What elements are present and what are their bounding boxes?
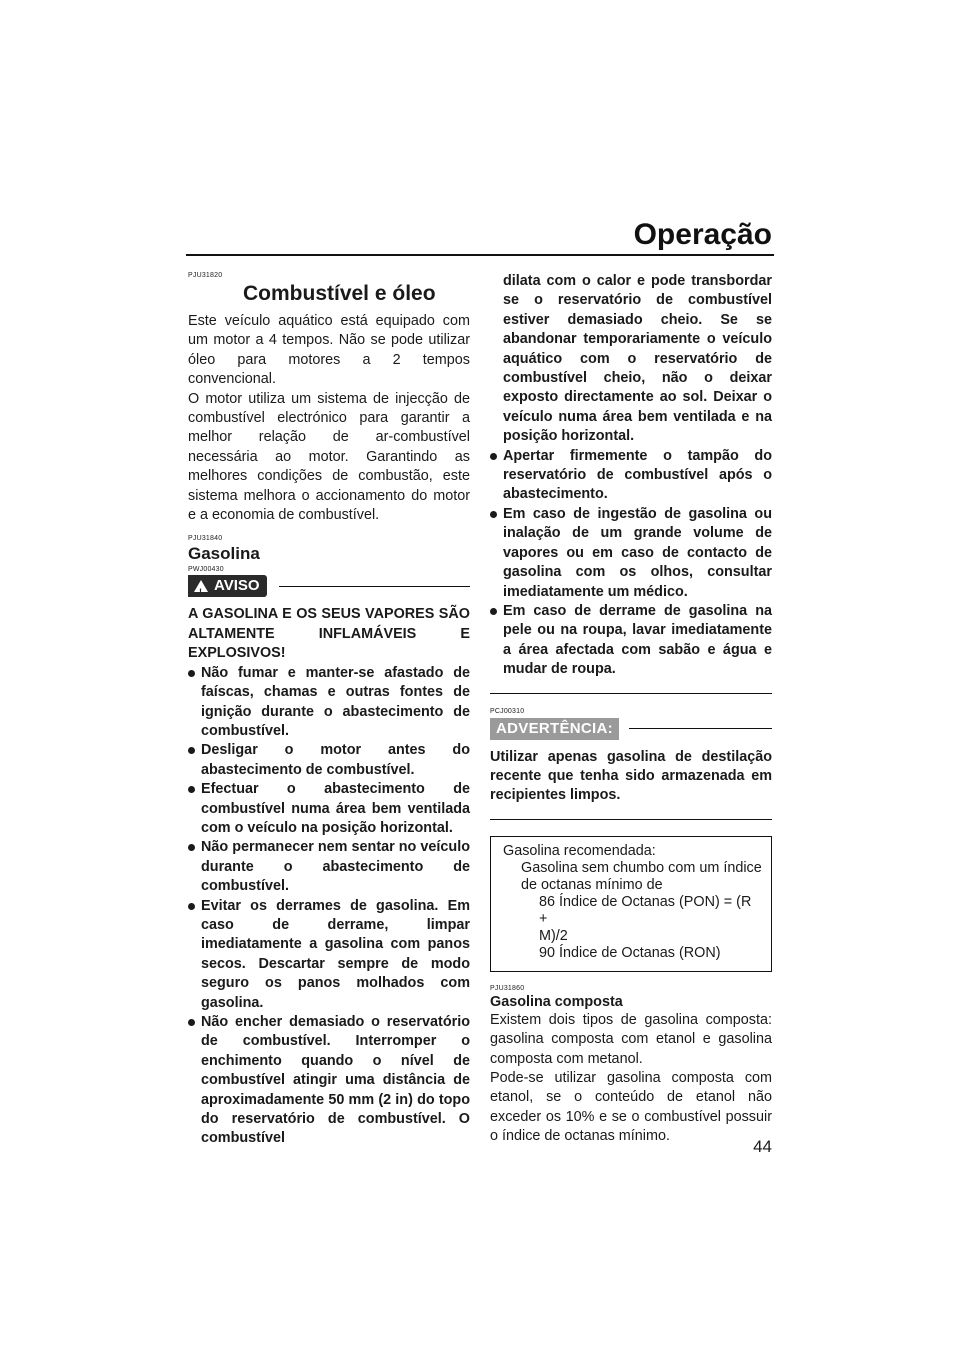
right-column [490,272,772,1147]
warning-continuation: dilata com o calor e pode transbordar se o reservatório de combustível estiver demasiado cheio. Se se abandonar temporariamente o veículo aquático com o reservatório de combustível cheio, não o deixar exposto directamente ao sol. Deixar o veículo numa área bem ventilada e na posição horizontal. [503,273,772,445]
section-code: PJU31840 [188,535,223,543]
section-code: PJU31860 [490,984,525,992]
fuel-box-line: de octanas mínimo de [521,876,663,893]
caution-code: PCJ00310 [490,707,525,715]
page-number: 44 [753,1137,772,1156]
heading-blended-gasoline: Gasolina composta [490,993,623,1010]
caution-header [490,718,772,740]
warning-lead: A GASOLINA E OS SEUS VAPORES SÃO ALTAMENTE INFLAMÁVEIS E EXPLOSIVOS! [188,606,470,662]
recommended-fuel-box [490,836,772,972]
list-item: Efectuar o abastecimento de combustível numa área bem ventilada com o veículo na posição horizontal. [188,780,470,838]
warning-code: PWJ00430 [188,566,224,574]
list-item: Não permanecer nem sentar no veículo durante o abastecimento de combustível. [188,838,470,896]
blended-paragraph-2: Pode-se utilizar gasolina composta com etanol, se o conteúdo de etanol não exceder os 10% e se o combustível possuir o índice de octanas mínimo. [490,1069,772,1145]
heading-gasoline: Gasolina [188,544,260,564]
caution-text: Utilizar apenas gasolina de destilação recente que tenha sido armazenada em recipientes limpos. [490,748,772,804]
warning-list [188,664,470,1149]
list-item: Não fumar e manter-se afastado de faíscas, chamas e outras fontes de ignição durante o abastecimento de combustível. [188,664,470,742]
list-item: Não encher demasiado o reservatório de combustível. Interromper o enchimento quando o nível de combustível atingir uma distância de aproximadamente 50 mm (2 in) do topo do reservatório de combustível. O combustível [188,1013,470,1149]
blended-paragraph-1: Existem dois tipos de gasolina composta: gasolina composta com etanol e gasolina composta com metanol. [490,1011,772,1067]
caution-end-rule [490,819,772,820]
list-item: Em caso de derrame de gasolina na pele ou na roupa, lavar imediatamente a área afectada com sabão e água e mudar de roupa. [490,602,772,680]
fuel-box-line: 86 Índice de Octanas (PON) = (R + [539,893,752,927]
warning-header [188,575,470,597]
section-code: PJU31820 [188,272,223,279]
warning-end-rule [490,693,772,694]
warning-triangle-icon [194,580,208,592]
fuel-box-line: 90 Índice de Octanas (RON) [539,944,721,961]
warning-badge [188,575,267,597]
intro-paragraph-2: O motor utiliza um sistema de injecção de combustível electrónico para garantir a melhor relação de ar-combustível necessária ao motor. Garantindo as melhores condições de combustão, este sistema melhora o accionamento do motor e a economia de combustível. [188,390,470,524]
intro-paragraph-1: Este veículo aquático está equipado com um motor a 4 tempos. Não se pode utilizar óleo para motores a 2 tempos convencional. [188,313,470,388]
list-item: Desligar o motor antes do abastecimento de combustível. [188,741,470,780]
fuel-box-line: Gasolina sem chumbo com um índice [521,859,762,876]
header-rule [186,254,774,256]
fuel-box-title: Gasolina recomendada: [503,842,656,859]
warning-rule [279,586,470,587]
warning-list-continued [490,447,772,680]
list-item: Em caso de ingestão de gasolina ou inalação de um grande volume de vapores ou em caso de contacto de gasolina com os olhos, consultar imediatamente um médico. [490,505,772,602]
list-item: Apertar firmemente o tampão do reservatório de combustível após o abastecimento. [490,447,772,505]
caution-label: ADVERTÊNCIA: [490,718,619,740]
section-title: Operação [633,218,772,251]
warning-label: AVISO [214,577,260,595]
caution-rule [629,728,772,729]
fuel-box-line: M)/2 [539,927,568,944]
heading-fuel-oil: Combustível e óleo [243,282,436,305]
list-item: Evitar os derrames de gasolina. Em caso de derrame, limpar imediatamente a gasolina com panos secos. Descartar sempre de modo seguro os panos molhados com gasolina. [188,897,470,1013]
left-column [188,272,470,1149]
